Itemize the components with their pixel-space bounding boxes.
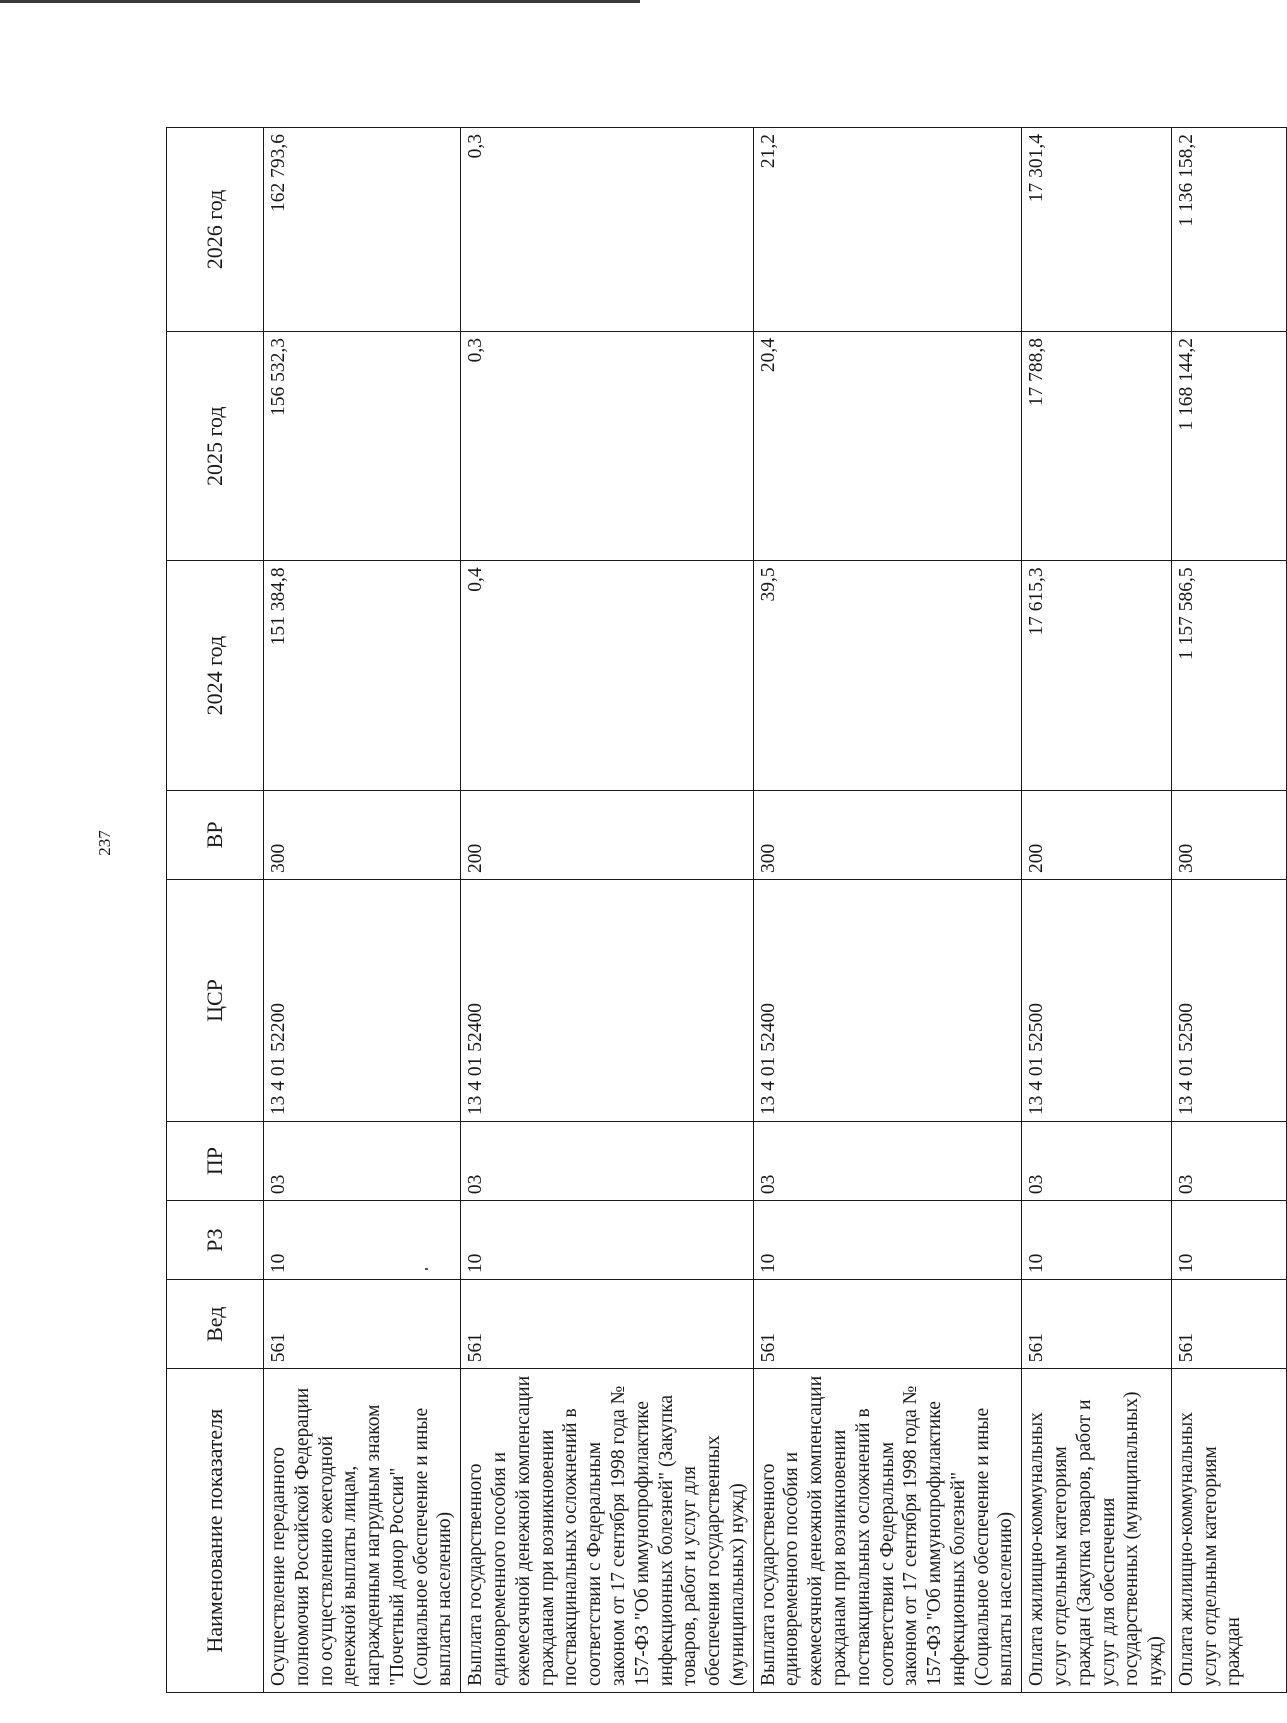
header-2026: 2026 год <box>167 128 264 332</box>
cell-2024: 17 615,3 <box>1022 561 1172 790</box>
header-pr: ПР <box>167 1122 264 1201</box>
cell-2024: 39,5 <box>753 561 1022 790</box>
cell-2024: 1 157 586,5 <box>1171 561 1286 790</box>
cell-ved: 561 <box>1022 1280 1172 1369</box>
cell-vr: 200 <box>1022 790 1172 879</box>
cell-2025: 20,4 <box>753 331 1022 560</box>
cell-csr: 13 4 01 52500 <box>1171 879 1286 1121</box>
cell-name: Оплата жилищно-коммунальных услуг отдельным категориям граждан (Закупка товаров, работ и услуг для обеспечения государственных (муниципальных) нужд) <box>1022 1369 1172 1693</box>
header-csr: ЦСР <box>167 879 264 1121</box>
cell-pr: 03 <box>753 1122 1022 1201</box>
cell-rz: 10 <box>264 1201 461 1280</box>
page-number: 237 <box>95 830 114 856</box>
cell-name: Осуществление переданного полномочия Российской Федерации по осуществлению ежегодной денежной выплаты лицам, награжденным нагрудным знаком "Почетный донор России" (Социальное обеспечение и иные выплаты населению) <box>264 1369 461 1693</box>
cell-vr: 300 <box>753 790 1022 879</box>
cell-2026: 1 136 158,2 <box>1171 128 1286 332</box>
header-name: Наименование показателя <box>167 1369 264 1693</box>
table-row <box>264 128 461 1693</box>
cell-pr: 03 <box>264 1122 461 1201</box>
cell-2024: 151 384,8 <box>264 561 461 790</box>
table-row <box>753 128 1022 1693</box>
table-row <box>461 128 753 1693</box>
cell-2025: 17 788,8 <box>1022 331 1172 560</box>
cell-2025: 0,3 <box>461 331 753 560</box>
cell-ved: 561 <box>753 1280 1022 1369</box>
cell-csr: 13 4 01 52500 <box>1022 879 1172 1121</box>
cell-2026: 0,3 <box>461 128 753 332</box>
cell-2025: 1 168 144,2 <box>1171 331 1286 560</box>
table-row <box>1022 128 1172 1693</box>
cell-vr: 300 <box>1171 790 1286 879</box>
cell-rz: 10 <box>461 1201 753 1280</box>
cell-ved: 561 <box>1171 1280 1286 1369</box>
header-2024: 2024 год <box>167 561 264 790</box>
header-2025: 2025 год <box>167 331 264 560</box>
budget-table-rotated <box>166 127 1245 1693</box>
cell-csr: 13 4 01 52400 <box>461 879 753 1121</box>
cell-name: Выплата государственного единовременного пособия и ежемесячной денежной компенсации гражданам при возникновении поствакцинальных осложнений в соответствии с Федеральным законом от 17 сентября 1998 года № 157-ФЗ "Об иммунопрофилактике инфекционных болезней" (Закупка товаров, работ и услуг для обеспечения государственных (муниципальных) нужд) <box>461 1369 753 1693</box>
cell-rz: 10 <box>753 1201 1022 1280</box>
scan-edge-artifact <box>0 0 640 3</box>
cell-2025: 156 532,3 <box>264 331 461 560</box>
cell-rz: 10 <box>1022 1201 1172 1280</box>
cell-name: Оплата жилищно-коммунальных услуг отдельным категориям граждан <box>1171 1369 1286 1693</box>
cell-ved: 561 <box>461 1280 753 1369</box>
cell-ved: 561 <box>264 1280 461 1369</box>
cell-rz: 10 <box>1171 1201 1286 1280</box>
cell-2026: 17 301,4 <box>1022 128 1172 332</box>
cell-vr: 300 <box>264 790 461 879</box>
header-ved: Вед <box>167 1280 264 1369</box>
cell-vr: 200 <box>461 790 753 879</box>
cell-pr: 03 <box>1171 1122 1286 1201</box>
table-header-row <box>167 128 264 1693</box>
table-row <box>1171 128 1286 1693</box>
cell-csr: 13 4 01 52400 <box>753 879 1022 1121</box>
cell-csr: 13 4 01 52200 <box>264 879 461 1121</box>
cell-pr: 03 <box>461 1122 753 1201</box>
cell-pr: 03 <box>1022 1122 1172 1201</box>
cell-2024: 0,4 <box>461 561 753 790</box>
cell-name: Выплата государственного единовременного пособия и ежемесячной денежной компенсации гражданам при возникновении поствакцинальных осложнений в соответствии с Федеральным законом от 17 сентября 1998 года № 157-ФЗ "Об иммунопрофилактике инфекционных болезней" (Социальное обеспечение и иные выплаты населению) <box>753 1369 1022 1693</box>
budget-table <box>166 127 1287 1693</box>
header-rz: РЗ <box>167 1201 264 1280</box>
cell-2026: 21,2 <box>753 128 1022 332</box>
cell-2026: 162 793,6 <box>264 128 461 332</box>
header-vr: ВР <box>167 790 264 879</box>
